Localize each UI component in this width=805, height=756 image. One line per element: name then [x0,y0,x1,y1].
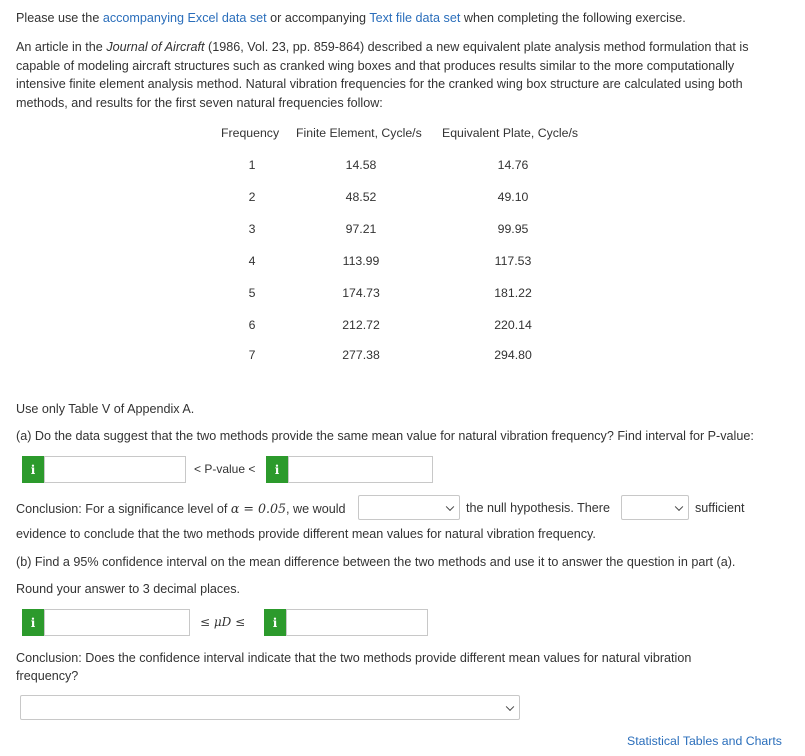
pvalue-upper-input[interactable] [288,456,433,483]
article-part1: An article in the [16,40,107,54]
conclusion-b-question: Conclusion: Does the confidence interval indicate that the two methods provide different mean values for natural vibration frequency? [16,651,692,683]
info-icon[interactable]: i [266,456,288,483]
table-cell: 4 [248,254,256,268]
ci-label: ≤ μD ≤ [200,615,246,629]
chevron-down-icon [675,502,683,510]
table-header-finite-element: Finite Element, Cycle/s [296,126,422,140]
table-cell: 5 [248,286,256,300]
info-icon[interactable]: i [22,609,44,636]
conclusion-a-line2: evidence to conclude that the two methods provide different mean values for natural vibration frequency. [16,527,596,541]
table-cell: 48.52 [345,190,377,204]
table-cell: 99.95 [497,222,529,236]
statistical-tables-link[interactable]: Statistical Tables and Charts [627,734,782,748]
intro-suffix: when completing the following exercise. [460,11,686,25]
table-cell: 3 [248,222,256,236]
reject-decision-select[interactable] [358,495,460,520]
alpha-expression: α = 0.05 [230,501,287,516]
table-cell: 14.76 [497,158,529,172]
ci-lower-input[interactable] [44,609,190,636]
table-cell: 117.53 [494,254,532,268]
excel-data-link[interactable]: accompanying Excel data set [102,11,267,25]
table-cell: 174.73 [342,286,380,300]
table-header-equivalent-plate: Equivalent Plate, Cycle/s [442,126,579,140]
journal-name: Journal of Aircraft [106,40,205,54]
table-cell: 277.38 [342,348,380,362]
table-cell: 294.80 [494,348,532,362]
intro-middle: or accompanying [266,11,370,25]
ci-conclusion-select[interactable] [20,695,520,720]
evidence-select[interactable] [621,495,689,520]
table-cell: 6 [248,318,256,332]
table-note: Use only Table V of Appendix A. [16,402,195,416]
table-cell: 220.14 [494,318,532,332]
text-data-link[interactable]: Text file data set [369,11,461,25]
chevron-down-icon [446,502,454,510]
table-cell: 212.72 [342,318,380,332]
table-cell: 97.21 [345,222,377,236]
table-cell: 1 [248,158,256,172]
part-b-question: (b) Find a 95% confidence interval on the mean difference between the two methods and use it to answer the question in part (a). [16,555,736,569]
conclusion-a-line1 [16,501,346,516]
table-cell: 181.22 [494,286,532,300]
table-cell: 49.10 [497,190,529,204]
info-icon[interactable]: i [264,609,286,636]
table-cell: 113.99 [342,254,380,268]
conclusion-a-text3: the null hypothesis. There [466,501,610,515]
table-cell: 2 [248,190,256,204]
intro-prefix: Please use the [16,11,103,25]
ci-upper-input[interactable] [286,609,428,636]
conclusion-a-text4: sufficient [695,501,745,515]
chevron-down-icon [506,702,514,710]
table-cell: 14.58 [345,158,377,172]
pvalue-lower-input[interactable] [44,456,186,483]
pvalue-label: < P-value < [194,462,256,476]
table-cell: 7 [248,348,256,362]
article-part2: (1986, Vol. 23, pp. 859-864) described a new equivalent plate analysis method formulation that is capable of modeling aircraft structures such as cranked wing boxes and that produces results similar to the more computationally intensive finite element analysis method. Natural vibration frequencies for the cranked wing box structure are calculated using both methods, and results for the first seven natural frequencies follow: [16,40,749,110]
table-header-frequency: Frequency [221,126,280,140]
round-note: Round your answer to 3 decimal places. [16,582,241,596]
part-a-question: (a) Do the data suggest that the two methods provide the same mean value for natural vibration frequency? Find interval for P-value: [16,429,754,443]
info-icon[interactable]: i [22,456,44,483]
conclusion-a-text2: , we would [286,502,346,516]
conclusion-a-text1: Conclusion: For a significance level of [16,502,231,516]
